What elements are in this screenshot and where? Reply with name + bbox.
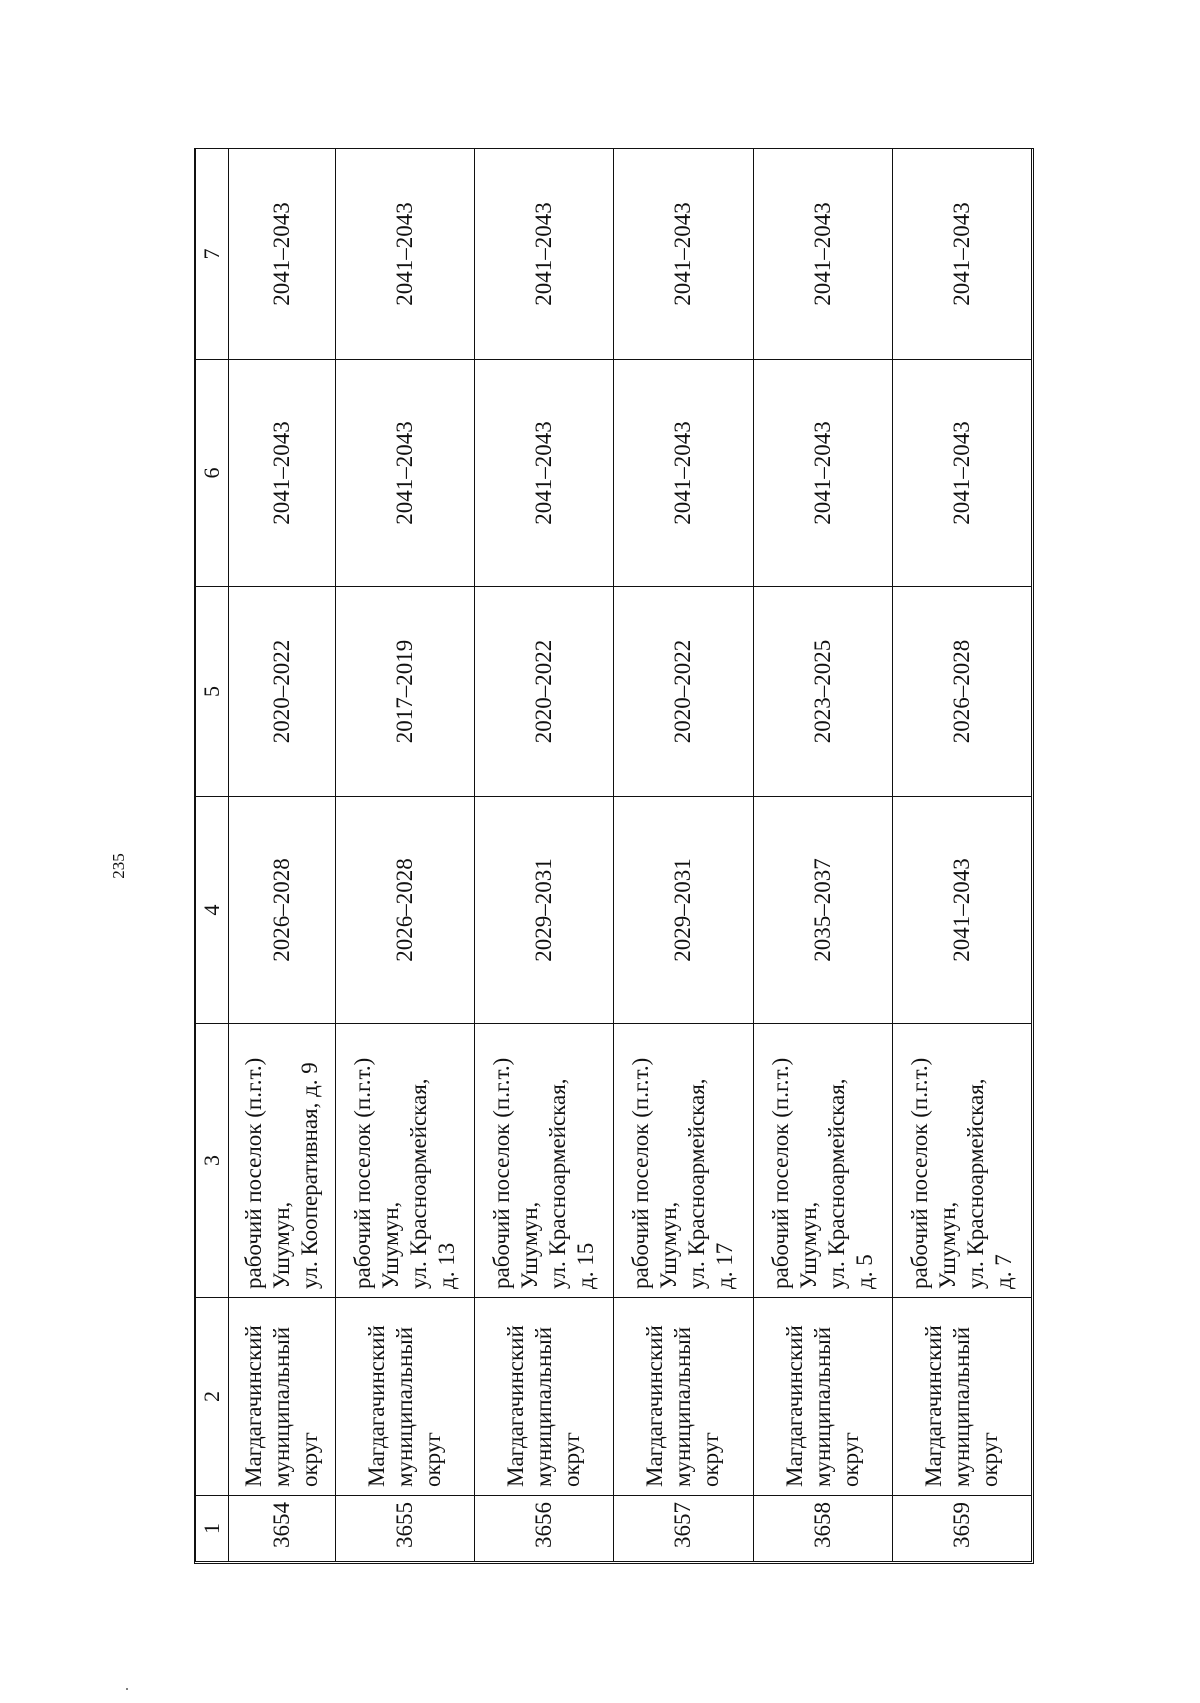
table-row xyxy=(335,149,474,1562)
table-row xyxy=(229,149,336,1562)
period-cell-7: 2041–2043 xyxy=(892,149,1031,360)
period-cell-5: 2020–2022 xyxy=(475,587,614,797)
period-cell-5: 2026–2028 xyxy=(892,587,1031,797)
period-cell-6: 2041–2043 xyxy=(892,360,1031,587)
period-cell-4: 2029–2031 xyxy=(475,797,614,1024)
table-header-row xyxy=(196,149,229,1562)
row-number: 3655 xyxy=(335,1496,474,1562)
region-cell: Магдагачинский муниципальный округ xyxy=(753,1298,892,1496)
header-cell-3: 3 xyxy=(196,1024,229,1298)
region-cell: Магдагачинский муниципальный округ xyxy=(229,1298,336,1496)
address-cell: рабочий поселок (п.г.т.) Ушумун, ул. Красноармейская, д. 15 xyxy=(475,1024,614,1298)
period-cell-4: 2035–2037 xyxy=(753,797,892,1024)
address-cell: рабочий поселок (п.г.т.) Ушумун, ул. Красноармейская, д. 7 xyxy=(892,1024,1031,1298)
data-table xyxy=(195,148,1032,1562)
header-cell-6: 6 xyxy=(196,360,229,587)
period-cell-4: 2041–2043 xyxy=(892,797,1031,1024)
rotated-table-container xyxy=(195,149,1032,1562)
period-cell-4: 2026–2028 xyxy=(335,797,474,1024)
period-cell-5: 2020–2022 xyxy=(614,587,753,797)
header-cell-1: 1 xyxy=(196,1496,229,1562)
period-cell-6: 2041–2043 xyxy=(475,360,614,587)
scan-speck xyxy=(126,1688,128,1690)
table-frame xyxy=(194,148,1034,1564)
page-number: 235 xyxy=(109,853,128,879)
period-cell-5: 2017–2019 xyxy=(335,587,474,797)
period-cell-5: 2023–2025 xyxy=(753,587,892,797)
row-number: 3656 xyxy=(475,1496,614,1562)
row-number: 3659 xyxy=(892,1496,1031,1562)
period-cell-6: 2041–2043 xyxy=(335,360,474,587)
row-number: 3657 xyxy=(614,1496,753,1562)
region-cell: Магдагачинский муниципальный округ xyxy=(614,1298,753,1496)
row-number: 3658 xyxy=(753,1496,892,1562)
period-cell-6: 2041–2043 xyxy=(614,360,753,587)
row-number: 3654 xyxy=(229,1496,336,1562)
period-cell-7: 2041–2043 xyxy=(229,149,336,360)
period-cell-7: 2041–2043 xyxy=(753,149,892,360)
header-cell-2: 2 xyxy=(196,1298,229,1496)
period-cell-7: 2041–2043 xyxy=(475,149,614,360)
address-cell: рабочий поселок (п.г.т.) Ушумун, ул. Кооперативная, д. 9 xyxy=(229,1024,336,1298)
address-cell: рабочий поселок (п.г.т.) Ушумун, ул. Красноармейская, д. 5 xyxy=(753,1024,892,1298)
period-cell-4: 2029–2031 xyxy=(614,797,753,1024)
table-row xyxy=(475,149,614,1562)
region-cell: Магдагачинский муниципальный округ xyxy=(892,1298,1031,1496)
period-cell-7: 2041–2043 xyxy=(335,149,474,360)
period-cell-4: 2026–2028 xyxy=(229,797,336,1024)
table-row xyxy=(753,149,892,1562)
header-cell-5: 5 xyxy=(196,587,229,797)
period-cell-6: 2041–2043 xyxy=(753,360,892,587)
address-cell: рабочий поселок (п.г.т.) Ушумун, ул. Красноармейская, д. 17 xyxy=(614,1024,753,1298)
period-cell-7: 2041–2043 xyxy=(614,149,753,360)
header-cell-4: 4 xyxy=(196,797,229,1024)
table-row xyxy=(614,149,753,1562)
address-cell: рабочий поселок (п.г.т.) Ушумун, ул. Красноармейская, д. 13 xyxy=(335,1024,474,1298)
period-cell-5: 2020–2022 xyxy=(229,587,336,797)
region-cell: Магдагачинский муниципальный округ xyxy=(335,1298,474,1496)
period-cell-6: 2041–2043 xyxy=(229,360,336,587)
header-cell-7: 7 xyxy=(196,149,229,360)
table-row xyxy=(892,149,1031,1562)
region-cell: Магдагачинский муниципальный округ xyxy=(475,1298,614,1496)
